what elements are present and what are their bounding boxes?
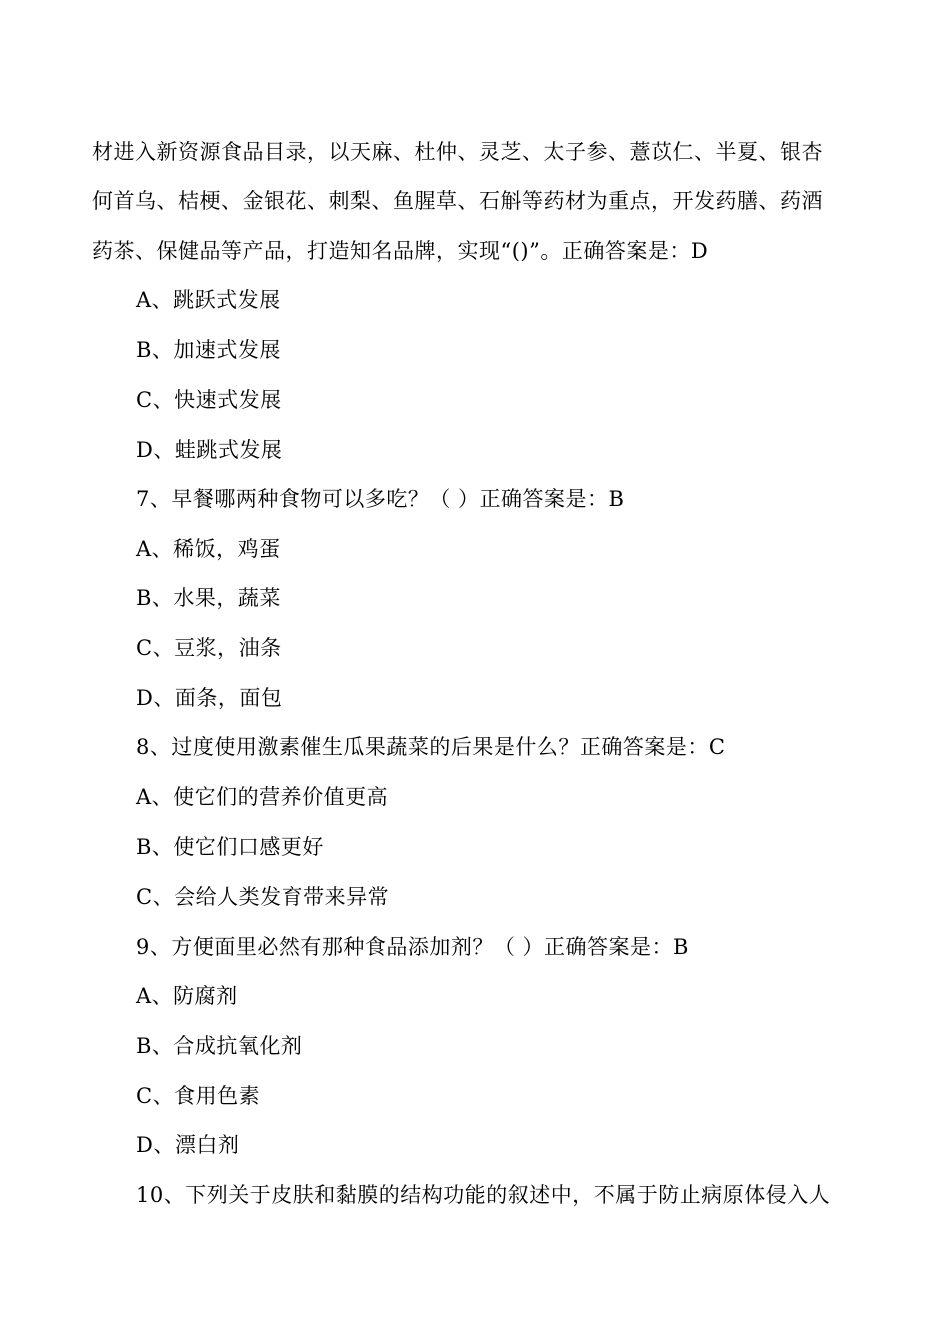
q9-option-d: D、漂白剂 — [136, 1133, 240, 1157]
option-c: C、快速式发展 — [136, 388, 282, 412]
option-d: D、蛙跳式发展 — [136, 438, 283, 462]
question-8: 8、过度使用激素催生瓜果蔬菜的后果是什么？正确答案是：C — [136, 735, 726, 759]
q9-option-c: C、食用色素 — [136, 1084, 261, 1108]
q8-option-b: B、使它们口感更好 — [136, 835, 324, 859]
q7-option-d: D、面条，面包 — [136, 686, 283, 710]
paragraph-line-1: 材进入新资源食品目录，以天麻、杜仲、灵芝、太子参、薏苡仁、半夏、银杏 — [92, 140, 823, 164]
q8-option-a: A、使它们的营养价值更高 — [136, 785, 389, 809]
q7-option-c: C、豆浆，油条 — [136, 636, 282, 660]
question-10: 10、下列关于皮肤和黏膜的结构功能的叙述中，不属于防止病原体侵入人 — [136, 1183, 831, 1207]
q8-option-c: C、会给人类发育带来异常 — [136, 885, 390, 909]
question-9: 9、方便面里必然有那种食品添加剂？（ ）正确答案是：B — [136, 935, 689, 959]
q9-option-a: A、防腐剂 — [136, 984, 238, 1008]
question-7: 7、早餐哪两种食物可以多吃？（ ）正确答案是：B — [136, 487, 625, 511]
paragraph-line-3: 药茶、保健品等产品，打造知名品牌，实现“()”。正确答案是：D — [92, 239, 709, 263]
option-b: B、加速式发展 — [136, 338, 281, 362]
option-a: A、跳跃式发展 — [136, 288, 281, 312]
q9-option-b: B、合成抗氧化剂 — [136, 1034, 303, 1058]
q7-option-b: B、水果，蔬菜 — [136, 586, 281, 610]
q7-option-a: A、稀饭，鸡蛋 — [136, 537, 281, 561]
paragraph-line-2: 何首乌、桔梗、金银花、刺梨、鱼腥草、石斛等药材为重点，开发药膳、药酒 — [92, 189, 823, 213]
